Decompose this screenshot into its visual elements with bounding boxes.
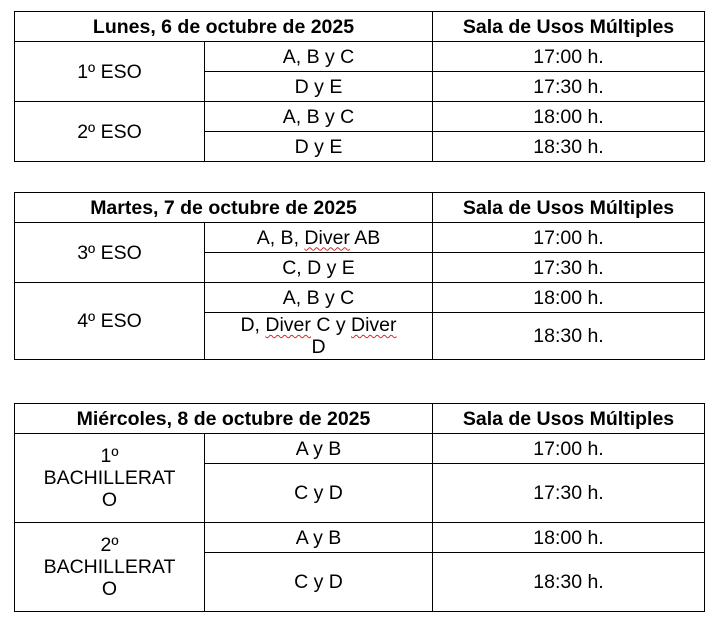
course-line: BACHILLERAT — [43, 556, 176, 578]
groups-text: D — [311, 336, 326, 358]
groups-text: C y — [310, 314, 351, 336]
time-cell: 18:00 h. — [433, 283, 705, 313]
groups-text: A, B, — [256, 226, 305, 249]
spellcheck-flagged-word: Diver — [351, 314, 397, 336]
day-header: Martes, 7 de octubre de 2025 — [15, 193, 433, 223]
groups-cell: A, B y C — [205, 283, 433, 313]
time-cell: 17:00 h. — [433, 434, 705, 464]
course-cell: 4º ESO — [15, 283, 205, 360]
course-line: 2º — [100, 534, 119, 556]
groups-cell: A, B y C — [205, 102, 433, 132]
time-cell: 17:00 h. — [433, 223, 705, 253]
groups-cell: C y D — [205, 464, 433, 523]
course-cell — [15, 523, 205, 612]
course-cell: 3º ESO — [15, 223, 205, 283]
course-cell: 2º ESO — [15, 102, 205, 162]
schedule-table-monday — [14, 11, 705, 162]
course-line: O — [101, 578, 118, 600]
time-cell: 18:00 h. — [433, 523, 705, 553]
schedule-table-wednesday — [14, 403, 705, 612]
groups-cell: D y E — [205, 132, 433, 162]
table-header-row — [15, 12, 705, 42]
time-cell: 17:30 h. — [433, 464, 705, 523]
time-cell: 18:30 h. — [433, 313, 705, 360]
day-header: Miércoles, 8 de octubre de 2025 — [15, 404, 433, 434]
course-cell: 1º ESO — [15, 42, 205, 102]
schedule-table-tuesday — [14, 192, 705, 360]
time-cell: 18:00 h. — [433, 102, 705, 132]
groups-cell — [205, 223, 433, 253]
room-header: Sala de Usos Múltiples — [433, 193, 705, 223]
day-header: Lunes, 6 de octubre de 2025 — [15, 12, 433, 42]
groups-cell: A, B y C — [205, 42, 433, 72]
time-cell: 17:30 h. — [433, 253, 705, 283]
room-header: Sala de Usos Múltiples — [433, 12, 705, 42]
groups-cell: C, D y E — [205, 253, 433, 283]
table-row — [15, 223, 705, 253]
course-line: BACHILLERAT — [43, 467, 176, 489]
table-row — [15, 434, 705, 464]
groups-cell: A y B — [205, 523, 433, 553]
groups-cell — [205, 313, 433, 360]
groups-cell: D y E — [205, 72, 433, 102]
spellcheck-flagged-word: Diver — [265, 314, 311, 336]
time-cell: 17:00 h. — [433, 42, 705, 72]
table-row — [15, 42, 705, 72]
room-header: Sala de Usos Múltiples — [433, 404, 705, 434]
groups-text: AB — [349, 226, 381, 249]
table-header-row — [15, 193, 705, 223]
groups-text: D, — [240, 314, 266, 336]
course-line: O — [101, 489, 118, 511]
course-cell — [15, 434, 205, 523]
table-row — [15, 102, 705, 132]
spellcheck-flagged-word: Diver — [304, 226, 350, 249]
time-cell: 18:30 h. — [433, 132, 705, 162]
time-cell: 18:30 h. — [433, 553, 705, 612]
table-row — [15, 523, 705, 553]
course-line: 1º — [100, 445, 119, 467]
table-header-row — [15, 404, 705, 434]
groups-cell: C y D — [205, 553, 433, 612]
table-row — [15, 283, 705, 313]
groups-cell: A y B — [205, 434, 433, 464]
time-cell: 17:30 h. — [433, 72, 705, 102]
